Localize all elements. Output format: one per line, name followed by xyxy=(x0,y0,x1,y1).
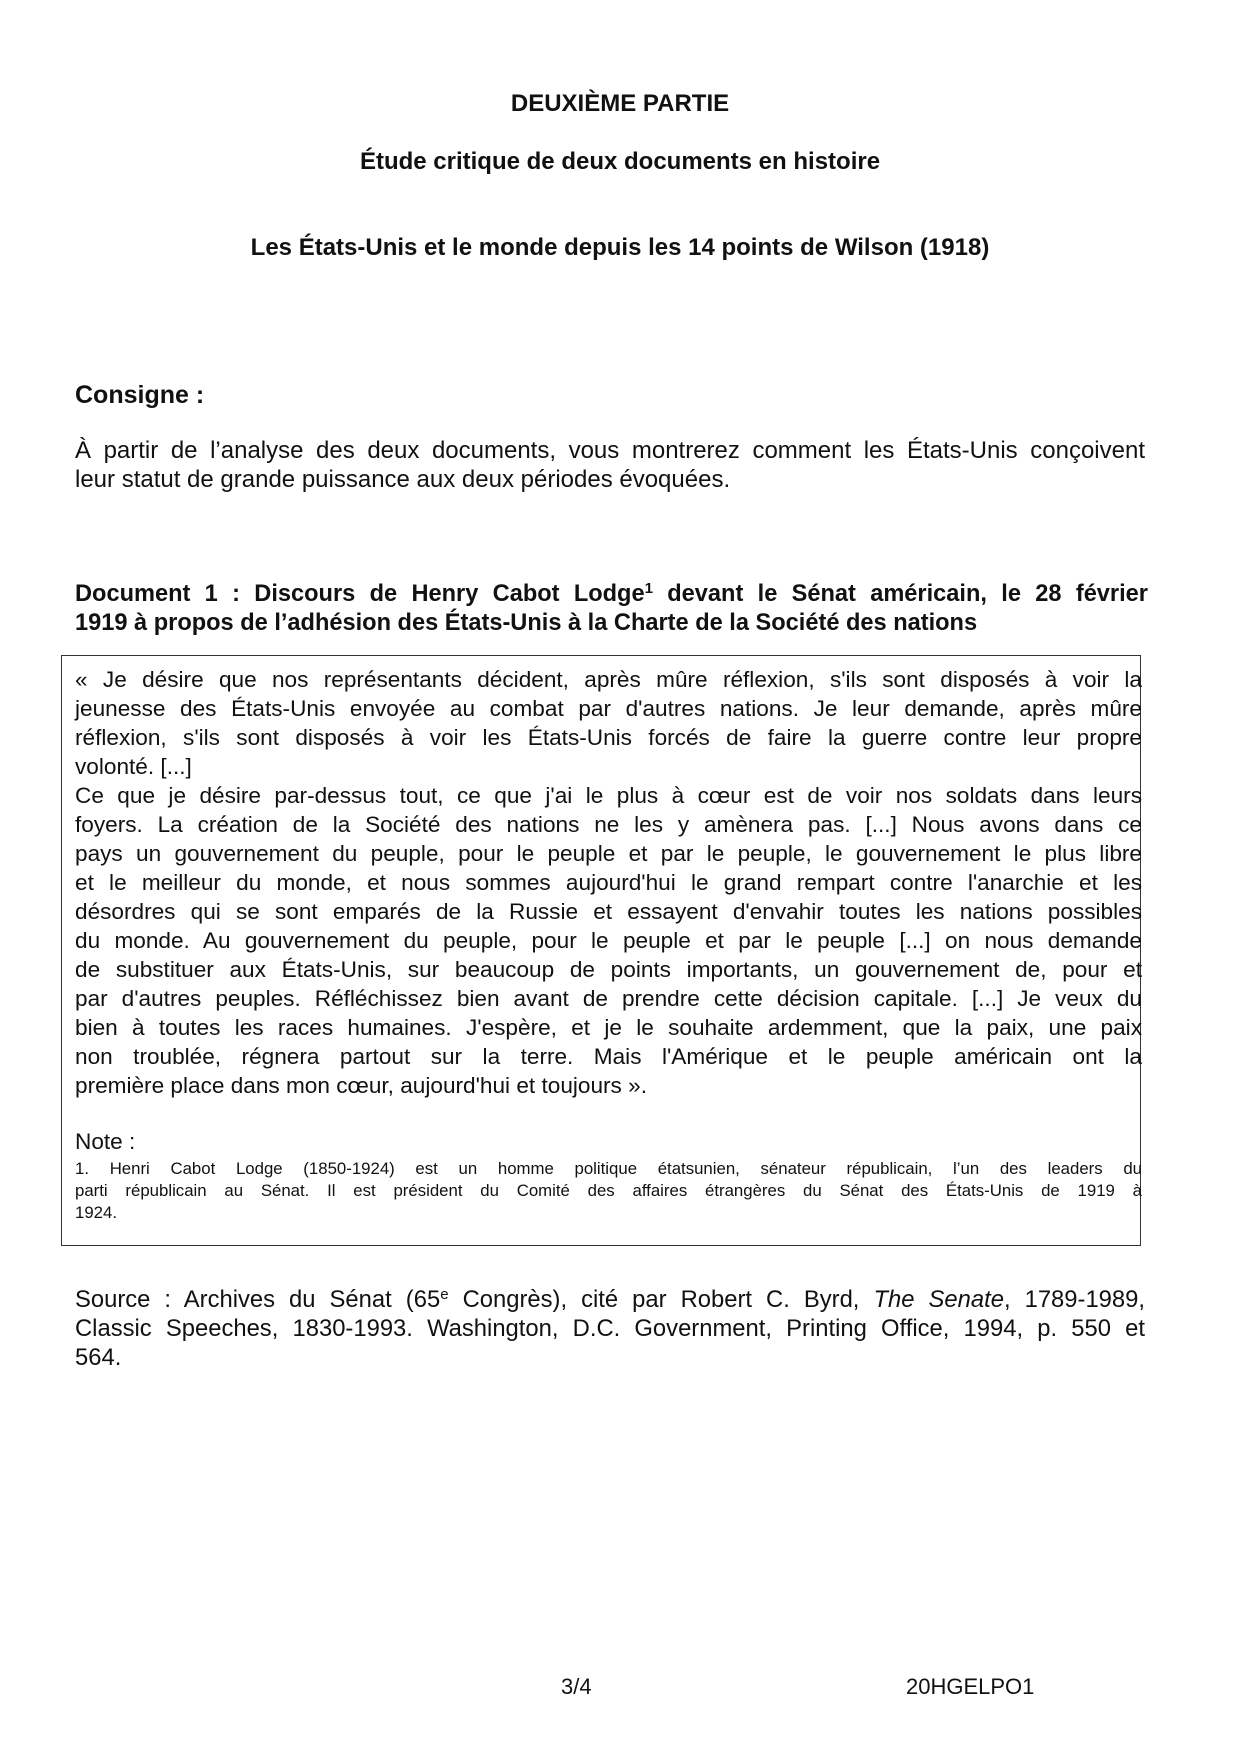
quote-line: par d'autres peuples. Réfléchissez bien avant de prendre cette décision capitale. [...] Je veux du xyxy=(75,986,1142,1011)
document-heading-text-after-marker: devant le Sénat américain, le 28 février xyxy=(652,581,1148,607)
quote-line: bien à toutes les races humaines. J'espère, et je le souhaite ardemment, que la paix, une paix xyxy=(75,1015,1142,1040)
quote-text xyxy=(75,665,1142,1100)
footnote-line: 1. Henri Cabot Lodge (1850-1924) est un homme politique étatsunien, sénateur républicain, l’un des leaders du xyxy=(75,1159,1142,1178)
quote-line: foyers. La création de la Société des nations ne les y amènera pas. [...] Nous avons dans ce xyxy=(75,812,1142,837)
consigne-line: leur statut de grande puissance aux deux périodes évoquées. xyxy=(75,466,731,493)
quote-line: non troublée, régnera partout sur la terre. Mais l'Amérique et le peuple américain ont la xyxy=(75,1044,1142,1069)
quote-line: du monde. Au gouvernement du peuple, pour le peuple et par le peuple [...] on nous demande xyxy=(75,928,1142,953)
footnote-line: 1924. xyxy=(75,1203,117,1222)
footnote-marker: 1 xyxy=(644,580,653,597)
source-text: , 1789-1989, xyxy=(1003,1286,1145,1313)
quote-line: Ce que je désire par-dessus tout, ce que j'ai le plus à cœur est de voir nos soldats dans leurs xyxy=(75,783,1142,808)
quote-line: jeunesse des États-Unis envoyée au combat par d'autres nations. Je leur demande, après mûre xyxy=(75,696,1142,721)
consigne-line: À partir de l’analyse des deux documents, vous montrerez comment les États-Unis conçoivent xyxy=(75,437,1145,464)
source-line-1 xyxy=(75,1285,1145,1314)
quote-line: pays un gouvernement du peuple, pour le peuple et par le peuple, le gouvernement le plus libre xyxy=(75,841,1142,866)
source-line-3: 564. xyxy=(75,1344,122,1371)
document-heading-line-2: 1919 à propos de l’adhésion des États-Unis à la Charte de la Société des nations xyxy=(75,610,978,636)
quote-line: volonté. [...] xyxy=(75,754,192,779)
quote-line: de substituer aux États-Unis, sur beaucoup de points importants, un gouvernement de, pour et xyxy=(75,957,1142,982)
document-heading xyxy=(75,580,1148,638)
quote-line: « Je désire que nos représentants décident, après mûre réflexion, s'ils sont disposés à voir la xyxy=(75,667,1142,692)
source-citation xyxy=(75,1285,1145,1372)
source-book-title: The Senate xyxy=(873,1286,1004,1313)
theme-title: Les États-Unis et le monde depuis les 14 points de Wilson (1918) xyxy=(250,234,990,261)
quote-line: première place dans mon cœur, aujourd'hui et toujours ». xyxy=(75,1073,647,1098)
footnote-line: parti républicain au Sénat. Il est président du Comité des affaires étrangères du Sénat des États-Unis de 1919 à xyxy=(75,1181,1142,1200)
part-title: DEUXIÈME PARTIE xyxy=(510,90,730,117)
quote-line: et le meilleur du monde, et nous sommes aujourd'hui le grand rempart contre l'anarchie et les xyxy=(75,870,1142,895)
superscript: e xyxy=(440,1286,449,1303)
quote-line: réflexion, s'ils sont disposés à voir les États-Unis forcés de faire la guerre contre leur propre xyxy=(75,725,1142,750)
document-heading-text: Document 1 : Discours de Henry Cabot Lodge xyxy=(75,581,645,607)
document-code: 20HGELPO1 xyxy=(906,1674,1035,1699)
note-label: Note : xyxy=(75,1129,136,1154)
quote-line: désordres qui se sont emparés de la Russie et essayent d'envahir toutes les nations possibles xyxy=(75,899,1142,924)
consigne-heading: Consigne : xyxy=(75,381,205,409)
subtitle: Étude critique de deux documents en histoire xyxy=(359,148,881,175)
source-text: Congrès), cité par Robert C. Byrd, xyxy=(448,1286,874,1313)
source-line-2: Classic Speeches, 1830-1993. Washington, D.C. Government, Printing Office, 1994, p. 550 et xyxy=(75,1315,1145,1342)
document-heading-line-1 xyxy=(75,580,1148,609)
page-number: 3/4 xyxy=(561,1674,592,1699)
consigne-text xyxy=(75,436,1145,494)
footnote-text xyxy=(75,1158,1142,1224)
source-text: Source : Archives du Sénat (65 xyxy=(75,1286,441,1313)
